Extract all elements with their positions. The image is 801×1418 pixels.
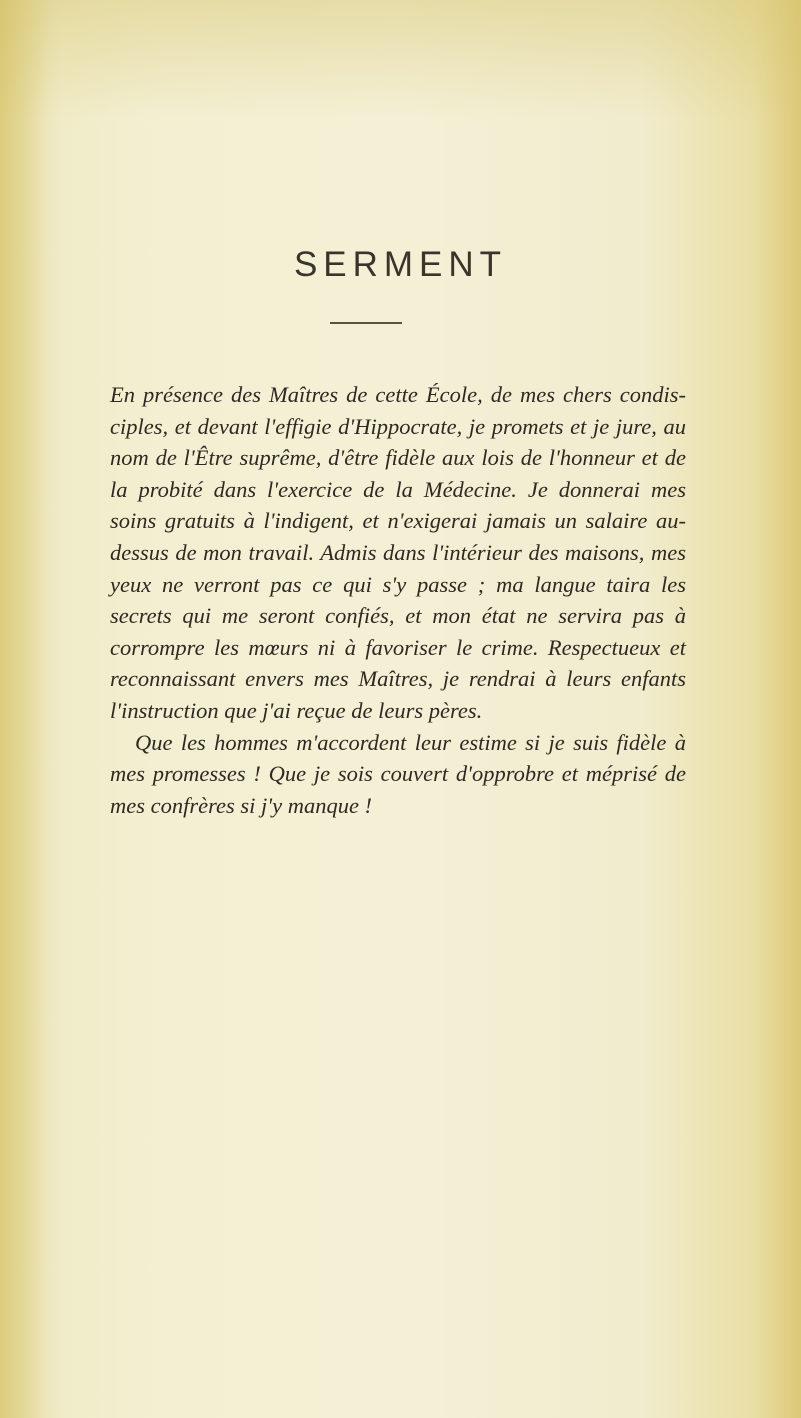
oath-paragraph-1: En présence des Maîtres de cette École, de mes chers condis-ciples, et devant l'effigie d'Hippocrate, je promets et je jure, au nom de l'Être suprême, d'être fidèle aux lois de l'honneur et de la probité dans l'exercice de la Médecine. Je donnerai mes soins gratuits à l'indigent, et n'exigerai jamais un salaire au-dessus de mon travail. Admis dans l'intérieur des maisons, mes yeux ne verront pas ce qui s'y passe ; ma langue taira les secrets qui me seront confiés, et mon état ne servira pas à corrompre les mœurs ni à favoriser le crime. Respectueux et reconnaissant envers mes Maîtres, je rendrai à leurs enfants l'instruction que j'ai reçue de leurs pères.	[110, 382, 686, 723]
paper-stain-top	[0, 0, 801, 120]
title-divider	[330, 322, 402, 324]
paper-stain-left	[0, 0, 60, 1418]
oath-text	[110, 379, 686, 821]
document-title: SERMENT	[293, 245, 508, 284]
oath-paragraph-2: Que les hommes m'accordent leur estime si je suis fidèle à mes promesses ! Que je sois couvert d'opprobre et méprisé de mes confrères si j'y manque !	[110, 729, 686, 818]
